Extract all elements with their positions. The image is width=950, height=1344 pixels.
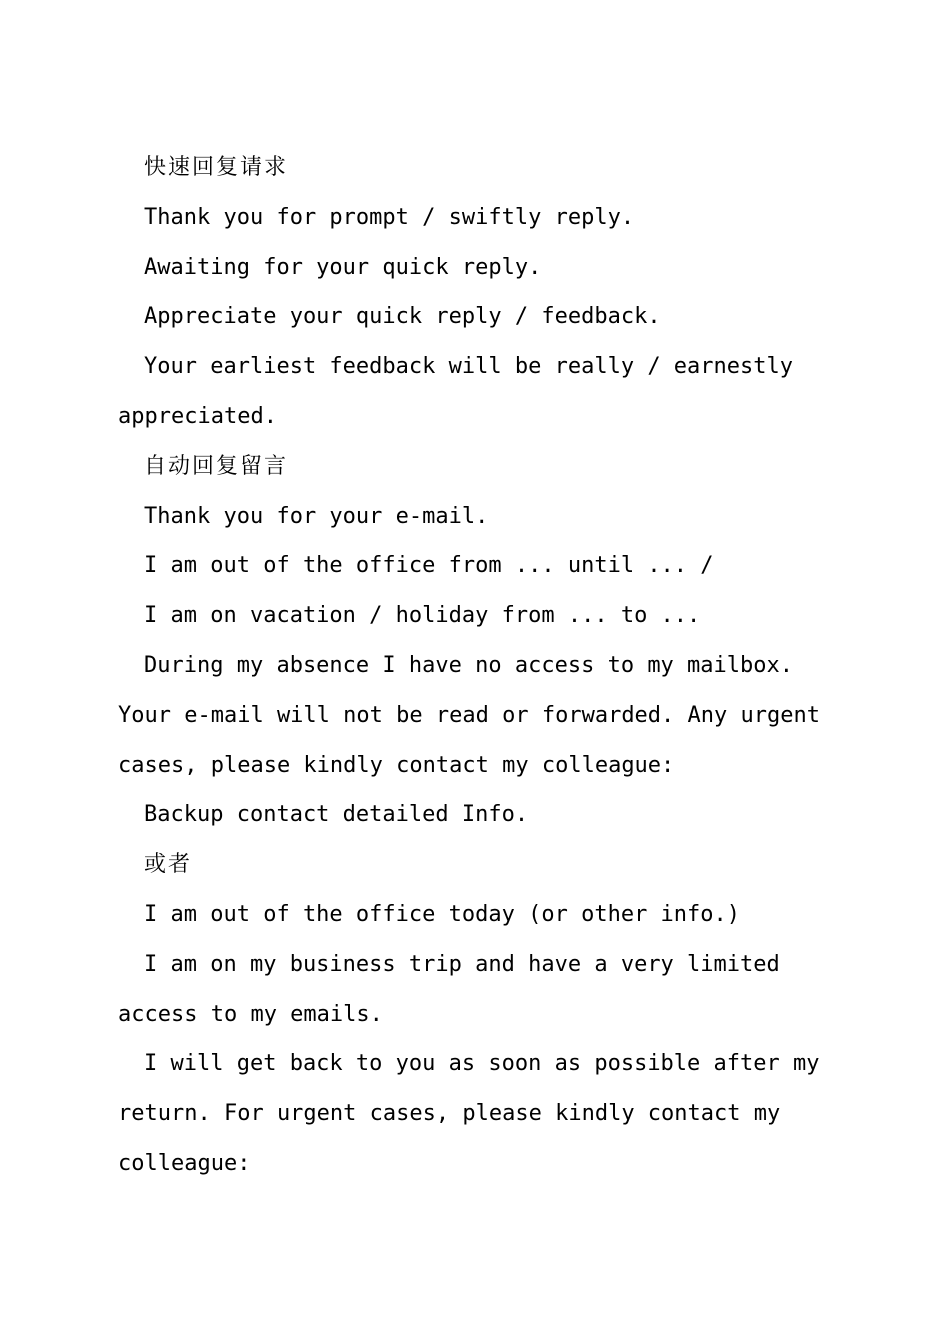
section-heading-auto-reply: 自动回复留言 [144,453,289,479]
paragraph: Thank you for prompt / swiftly reply. [144,204,635,230]
paragraph: I am out of the office today (or other info.) [144,901,741,927]
paragraph: I am on vacation / holiday from ... to ... [144,603,701,629]
paragraph: I will get back to you as soon as possible after my return. For urgent cases, please kindly contact my colleague: [118,1051,820,1176]
paragraph: Thank you for your e-mail. [144,503,489,529]
paragraph: I am out of the office from ... until ... / [144,553,714,579]
paragraph: Appreciate your quick reply / feedback. [144,304,661,330]
paragraph: I am on my business trip and have a very limited access to my emails. [118,951,780,1027]
document-page [118,143,838,1189]
paragraph: Awaiting for your quick reply. [144,254,542,280]
section-heading-alternative: 或者 [144,852,193,878]
paragraph: Backup contact detailed Info. [144,802,529,828]
section-heading-quick-reply: 快速回复请求 [144,155,289,180]
paragraph: Your earliest feedback will be really / earnestly appreciated. [118,354,794,429]
paragraph: During my absence I have no access to my mailbox. Your e-mail will not be read or forwarded. Any urgent cases, please kindly contact my colleague: [118,652,820,778]
